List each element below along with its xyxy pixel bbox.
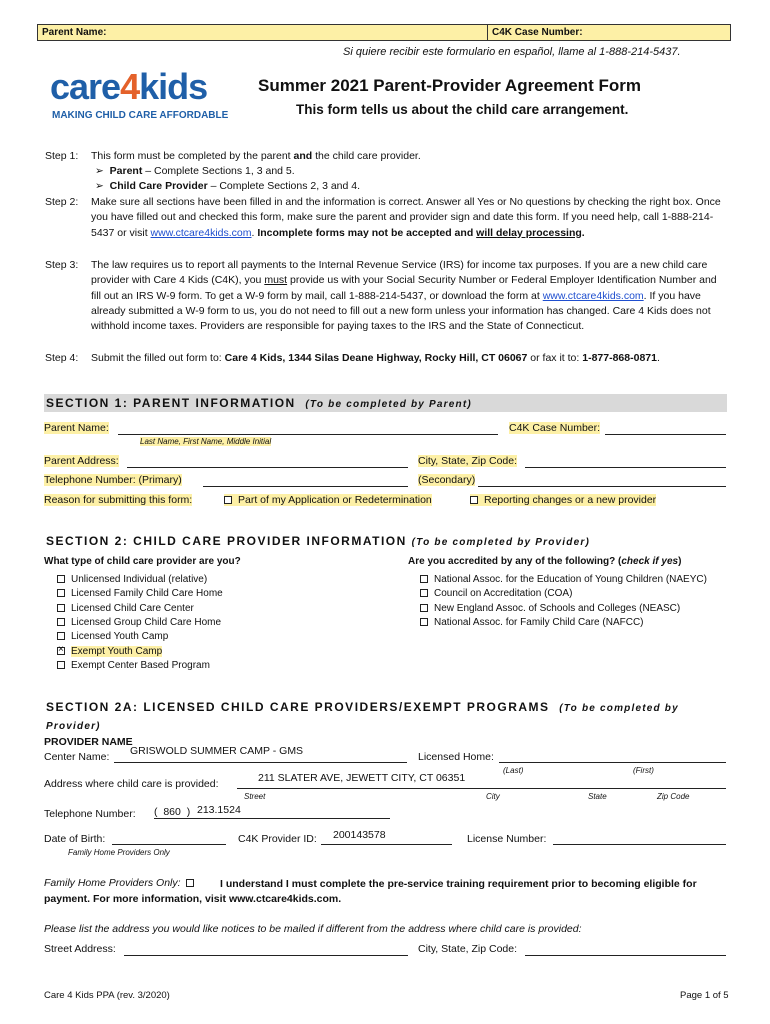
accreditation-label: New England Assoc. of Schools and Colleges (NEASC) bbox=[434, 602, 681, 614]
step-1-label: Step 1: bbox=[45, 150, 79, 162]
reason-option-application[interactable]: Part of my Application or Redetermination bbox=[224, 494, 432, 506]
accreditation-option[interactable] bbox=[420, 603, 680, 614]
case-number-field[interactable] bbox=[605, 434, 726, 435]
checkbox[interactable] bbox=[470, 496, 478, 504]
accreditation-option[interactable] bbox=[420, 617, 644, 628]
dob-label: Date of Birth: bbox=[44, 833, 106, 845]
checkbox[interactable] bbox=[57, 604, 65, 612]
parent-name-header-label: Parent Name: bbox=[42, 27, 107, 38]
license-number-field[interactable] bbox=[553, 844, 726, 845]
address-label: Address where child care is provided: bbox=[44, 778, 219, 790]
section-1-header: SECTION 1: PARENT INFORMATION (To be completed by Parent) bbox=[44, 394, 727, 412]
logo-tagline: MAKING CHILD CARE AFFORDABLE bbox=[52, 110, 229, 121]
address-field[interactable] bbox=[237, 788, 726, 789]
telephone-primary-field[interactable] bbox=[203, 486, 408, 487]
step-1-text: This form must be completed by the parent and the child care provider. bbox=[91, 150, 421, 162]
accreditation-option[interactable] bbox=[420, 588, 572, 599]
provider-type-option[interactable] bbox=[57, 603, 194, 614]
provider-id-value[interactable]: 200143578 bbox=[333, 829, 386, 841]
provider-type-option[interactable] bbox=[57, 631, 168, 642]
reason-label: Reason for submitting this form: bbox=[44, 494, 193, 506]
case-number-header[interactable] bbox=[487, 24, 731, 41]
provider-id-field[interactable] bbox=[321, 844, 452, 845]
step-3-text: The law requires us to report all payments to the Internal Revenue Service (IRS) for income tax purposes. If you are a new child care provider with Care 4 Kids (C4K), you must provide us with your Social Security Number or Federal Employer Identification Number and fill out an IRS W-9 form. To get a W-9 form by mail, call 1-888-214-5437, or download the form at www.ctcare4kids.com. If you have already submitted a W-9 form to us, you do not need to fill out a new form unless your information has changed. Care 4 Kids does not withhold income taxes. Providers are responsible for paying taxes to the IRS and the State of Connecticut. bbox=[91, 259, 717, 333]
provider-type-label: Licensed Child Care Center bbox=[71, 602, 194, 614]
provider-id-label: C4K Provider ID: bbox=[238, 833, 317, 845]
provider-type-option[interactable] bbox=[57, 660, 210, 671]
provider-type-label: Exempt Youth Camp bbox=[71, 645, 163, 657]
accreditation-option[interactable] bbox=[420, 574, 707, 585]
case-number-header-label: C4K Case Number: bbox=[492, 27, 583, 38]
checkbox[interactable] bbox=[57, 618, 65, 626]
dob-field[interactable] bbox=[112, 844, 226, 845]
checkbox[interactable] bbox=[420, 604, 428, 612]
dob-note: Family Home Providers Only bbox=[68, 848, 170, 857]
accreditation-label: National Assoc. for Family Child Care (NAFCC) bbox=[434, 616, 644, 628]
checkbox[interactable] bbox=[57, 589, 65, 597]
center-name-label: Center Name: bbox=[44, 751, 110, 763]
spanish-note: Si quiere recibir este formulario en español, llame al 1-888-214-5437. bbox=[343, 46, 681, 58]
footer-revision: Care 4 Kids PPA (rev. 3/2020) bbox=[44, 990, 170, 1001]
parent-name-field[interactable] bbox=[118, 434, 498, 435]
checkbox[interactable] bbox=[57, 575, 65, 583]
step-2-label: Step 2: bbox=[45, 196, 79, 208]
city-state-zip-label: City, State, Zip Code: bbox=[418, 455, 518, 467]
street-address-label: Street Address: bbox=[44, 943, 116, 955]
street-hint: Street bbox=[244, 792, 266, 801]
checkbox[interactable] bbox=[420, 575, 428, 583]
step-2-text: Make sure all sections have been filled in and the information is correct. Answer all Yes or No questions by checking the right box. Once you have filled out and checked this form, make sure the parent and provider sign and date this form. If you need help, call 1-888-214-5437 or visit www.ctcare4kids.com. Incomplete forms may not be accepted and will delay processing. bbox=[91, 196, 721, 239]
checkbox[interactable] bbox=[57, 661, 65, 669]
checkbox[interactable] bbox=[420, 618, 428, 626]
telephone-secondary-field[interactable] bbox=[478, 486, 726, 487]
provider-type-label: Licensed Family Child Care Home bbox=[71, 588, 223, 600]
step-3-label: Step 3: bbox=[45, 259, 79, 271]
center-name-value[interactable]: GRISWOLD SUMMER CAMP - GMS bbox=[130, 745, 304, 757]
accreditation-label: National Assoc. for the Education of Young Children (NAEYC) bbox=[434, 574, 707, 585]
telephone-secondary-label: (Secondary) bbox=[418, 474, 476, 486]
zip-hint: Zip Code bbox=[657, 792, 690, 801]
street-address-field[interactable] bbox=[124, 955, 408, 956]
licensed-home-field[interactable] bbox=[499, 762, 726, 763]
telephone-label: Telephone Number: bbox=[44, 808, 136, 820]
checkbox[interactable] bbox=[57, 647, 65, 655]
step-1-provider: ➢ Child Care Provider – Complete Sections 2, 3 and 4. bbox=[95, 180, 361, 192]
family-home-only-label: Family Home Providers Only: bbox=[44, 877, 200, 889]
phone-value[interactable]: 213.1524 bbox=[197, 804, 241, 816]
parent-address-field[interactable] bbox=[127, 467, 408, 468]
checkbox[interactable] bbox=[420, 589, 428, 597]
form-subtitle: This form tells us about the child care arrangement. bbox=[296, 102, 629, 117]
parent-name-header[interactable] bbox=[37, 24, 488, 41]
ctcare4kids-link-2[interactable]: www.ctcare4kids.com bbox=[542, 289, 644, 302]
state-hint: State bbox=[588, 792, 607, 801]
area-code[interactable]: ( 860 ) bbox=[154, 806, 191, 818]
mail-city-state-zip-label: City, State, Zip Code: bbox=[418, 943, 518, 955]
licensed-home-label: Licensed Home: bbox=[418, 751, 494, 763]
provider-type-question: What type of child care provider are you? bbox=[44, 556, 241, 567]
provider-type-option[interactable] bbox=[57, 646, 162, 657]
checkbox[interactable] bbox=[224, 496, 232, 504]
reason-option-changes[interactable]: Reporting changes or a new provider bbox=[470, 494, 656, 506]
center-name-field[interactable] bbox=[114, 762, 407, 763]
ctcare4kids-link[interactable]: www.ctcare4kids.com bbox=[150, 226, 252, 239]
city-state-zip-field[interactable] bbox=[525, 467, 726, 468]
mail-note: Please list the address you would like notices to be mailed if different from the address where child care is provided: bbox=[44, 923, 582, 935]
section-2-header: SECTION 2: CHILD CARE PROVIDER INFORMATION (To be completed by Provider) bbox=[46, 534, 590, 548]
first-hint: (First) bbox=[633, 766, 654, 775]
accreditation-label: Council on Accreditation (COA) bbox=[434, 588, 573, 600]
address-value[interactable]: 211 SLATER AVE, JEWETT CITY, CT 06351 bbox=[258, 772, 466, 784]
step-1-parent: ➢ Parent – Complete Sections 1, 3 and 5. bbox=[95, 165, 295, 177]
provider-type-option[interactable] bbox=[57, 574, 207, 585]
provider-type-option[interactable] bbox=[57, 617, 221, 628]
name-hint: Last Name, First Name, Middle Initial bbox=[140, 437, 272, 446]
care4kids-logo: care4kids bbox=[50, 66, 208, 107]
accreditation-question: Are you accredited by any of the following? (check if yes) bbox=[408, 556, 682, 567]
step-4-label: Step 4: bbox=[45, 352, 79, 364]
provider-type-label: Exempt Center Based Program bbox=[71, 659, 210, 671]
provider-type-label: Licensed Group Child Care Home bbox=[71, 616, 222, 628]
parent-address-label: Parent Address: bbox=[44, 455, 119, 467]
telephone-field[interactable] bbox=[154, 818, 390, 819]
section-2a-header: SECTION 2A: LICENSED CHILD CARE PROVIDERS/EXEMPT PROGRAMS (To be completed by Provider) bbox=[46, 700, 679, 732]
provider-name-label: PROVIDER NAME bbox=[44, 736, 133, 748]
mail-city-state-zip-field[interactable] bbox=[525, 955, 726, 956]
last-hint: (Last) bbox=[503, 766, 524, 775]
parent-name-label: Parent Name: bbox=[44, 422, 109, 434]
checkbox[interactable] bbox=[57, 632, 65, 640]
license-number-label: License Number: bbox=[467, 833, 547, 845]
provider-type-label: Unlicensed Individual (relative) bbox=[71, 574, 208, 585]
provider-type-label: Licensed Youth Camp bbox=[71, 631, 169, 643]
step-4-text: Submit the filled out form to: Care 4 Kids, 1344 Silas Deane Highway, Rocky Hill, CT 06067 or fax it to: 1-877-868-0871. bbox=[91, 352, 660, 364]
footer-page-number: Page 1 of 5 bbox=[680, 990, 729, 1001]
understand-statement: I understand I must complete the pre-service training requirement prior to becoming eligible for payment. For more information, visit www.ctcare4kids.com. bbox=[44, 878, 697, 905]
telephone-primary-label: Telephone Number: (Primary) bbox=[44, 474, 182, 486]
city-hint: City bbox=[486, 792, 500, 801]
provider-type-option[interactable] bbox=[57, 588, 223, 599]
case-number-label: C4K Case Number: bbox=[509, 422, 601, 434]
form-title: Summer 2021 Parent-Provider Agreement Form bbox=[258, 76, 641, 95]
